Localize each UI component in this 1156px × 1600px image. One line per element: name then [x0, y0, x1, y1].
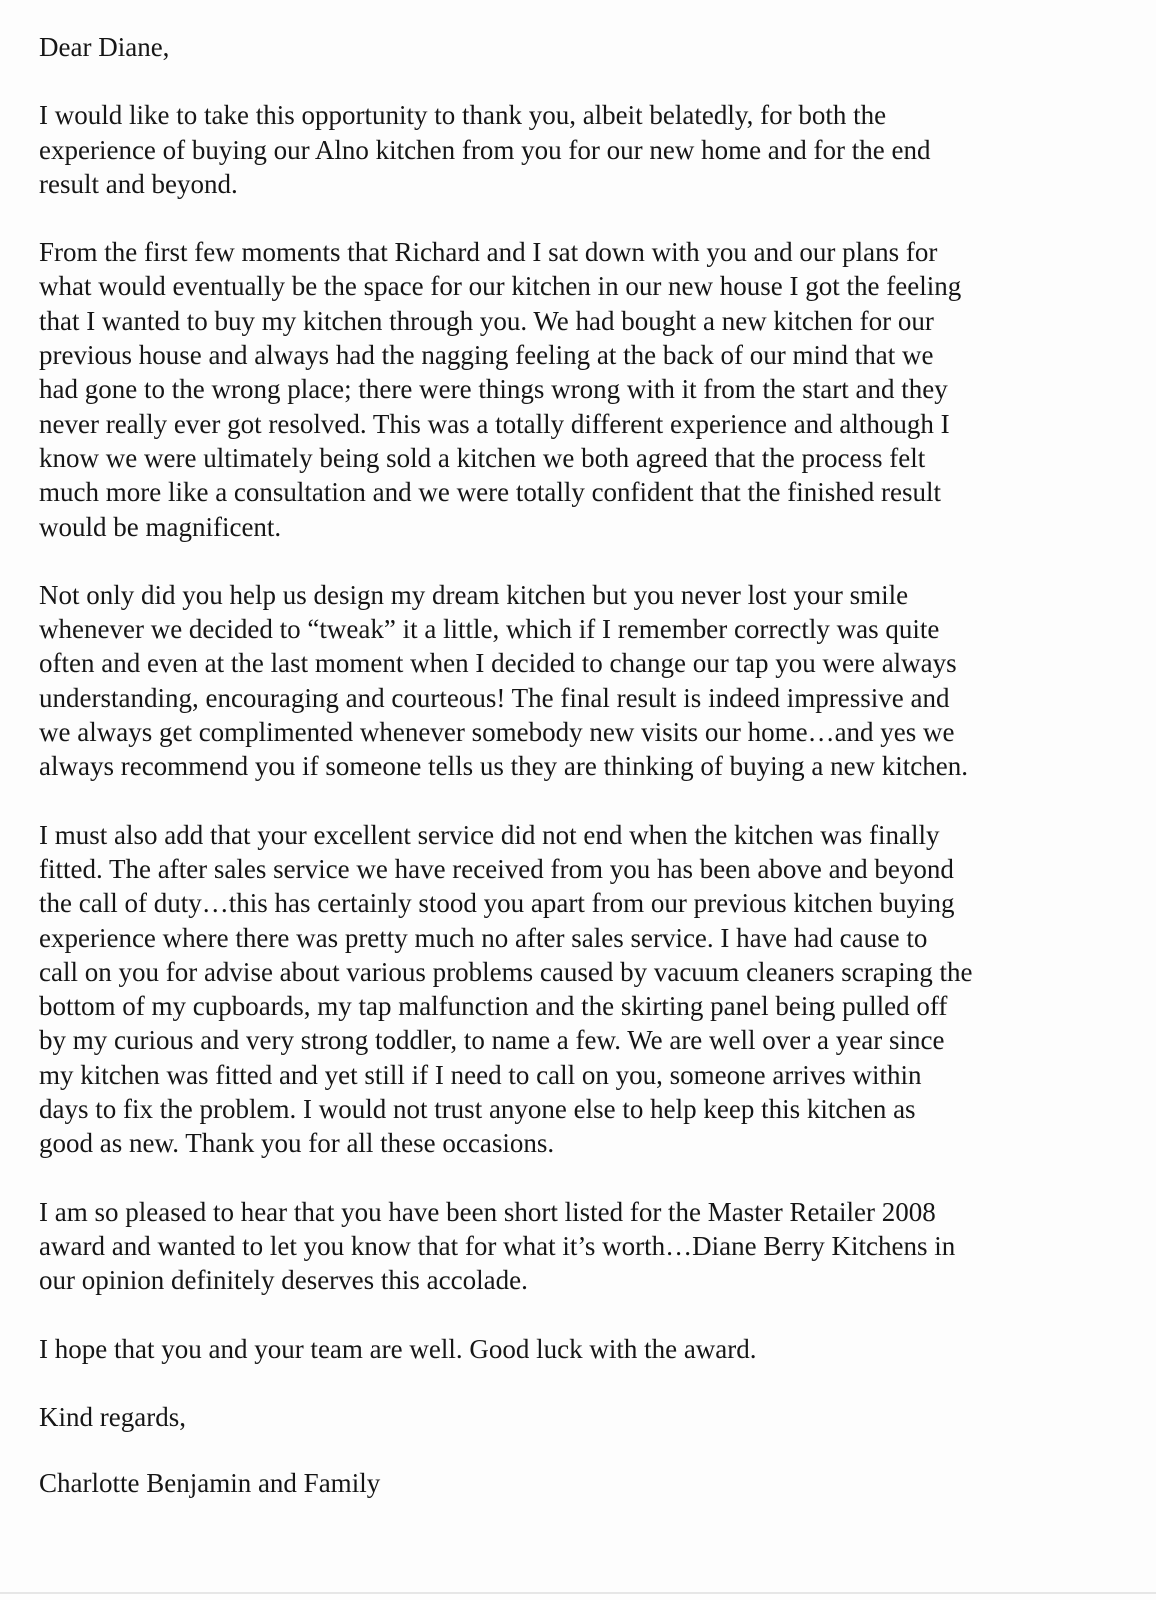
text-line: the call of duty…this has certainly stood you apart from our previous kitchen buying — [39, 888, 955, 919]
text-line: our opinion definitely deserves this accolade. — [39, 1265, 528, 1296]
closing-line: I hope that you and your team are well. Good luck with the award. — [39, 1333, 757, 1364]
text-line: experience of buying our Alno kitchen from you for our new home and for the end — [39, 134, 931, 165]
text-line: I am so pleased to hear that you have been short listed for the Master Retailer 2008 — [39, 1196, 936, 1227]
text-line: previous house and always had the nagging feeling at the back of our mind that we — [39, 340, 934, 371]
text-line: good as new. Thank you for all these occasions. — [39, 1128, 555, 1159]
text-line: what would eventually be the space for our kitchen in our new house I got the feeling — [39, 271, 962, 302]
text-line: always recommend you if someone tells us they are thinking of buying a new kitchen. — [39, 751, 969, 782]
text-line: whenever we decided to “tweak” it a little, which if I remember correctly was quite — [39, 614, 940, 645]
text-line: I must also add that your excellent service did not end when the kitchen was finally — [39, 819, 940, 850]
signature: Charlotte Benjamin and Family — [39, 1468, 381, 1499]
text-line: by my curious and very strong toddler, to name a few. We are well over a year since — [39, 1025, 945, 1056]
text-line: result and beyond. — [39, 168, 238, 199]
letter-body — [39, 30, 1079, 1500]
text-line: fitted. The after sales service we have received from you has been above and beyond — [39, 853, 954, 884]
paragraph-3 — [39, 578, 1079, 784]
text-line: From the first few moments that Richard and I sat down with you and our plans for — [39, 237, 938, 268]
text-line: much more like a consultation and we were totally confident that the finished result — [39, 477, 941, 508]
text-line: bottom of my cupboards, my tap malfunction and the skirting panel being pulled off — [39, 991, 948, 1022]
paragraph-1 — [39, 98, 1079, 201]
regards: Kind regards, — [39, 1401, 186, 1432]
text-line: we always get complimented whenever somebody new visits our home…and yes we — [39, 717, 955, 748]
text-line: that I wanted to buy my kitchen through you. We had bought a new kitchen for our — [39, 305, 934, 336]
text-line: experience where there was pretty much no after sales service. I have had cause to — [39, 922, 928, 953]
scan-edge-divider — [0, 1592, 1156, 1594]
text-line: often and even at the last moment when I decided to change our tap you were always — [39, 648, 957, 679]
text-line: never really ever got resolved. This was a totally different experience and although I — [39, 408, 950, 439]
paragraph-2 — [39, 235, 1079, 544]
text-line: days to fix the problem. I would not trust anyone else to help keep this kitchen as — [39, 1094, 916, 1125]
salutation: Dear Diane, — [39, 32, 170, 62]
text-line: know we were ultimately being sold a kitchen we both agreed that the process felt — [39, 442, 926, 473]
paragraph-4 — [39, 818, 1079, 1161]
text-line: understanding, encouraging and courteous! The final result is indeed impressive and — [39, 682, 950, 713]
text-line: award and wanted to let you know that for what it’s worth…Diane Berry Kitchens in — [39, 1230, 956, 1261]
text-line: Not only did you help us design my dream kitchen but you never lost your smile — [39, 579, 909, 610]
text-line: call on you for advise about various problems caused by vacuum cleaners scraping the — [39, 956, 973, 987]
text-line: had gone to the wrong place; there were things wrong with it from the start and they — [39, 374, 948, 405]
text-line: I would like to take this opportunity to thank you, albeit belatedly, for both the — [39, 100, 887, 131]
text-line: my kitchen was fitted and yet still if I need to call on you, someone arrives within — [39, 1059, 922, 1090]
text-line: would be magnificent. — [39, 511, 282, 542]
paragraph-5 — [39, 1195, 1079, 1298]
